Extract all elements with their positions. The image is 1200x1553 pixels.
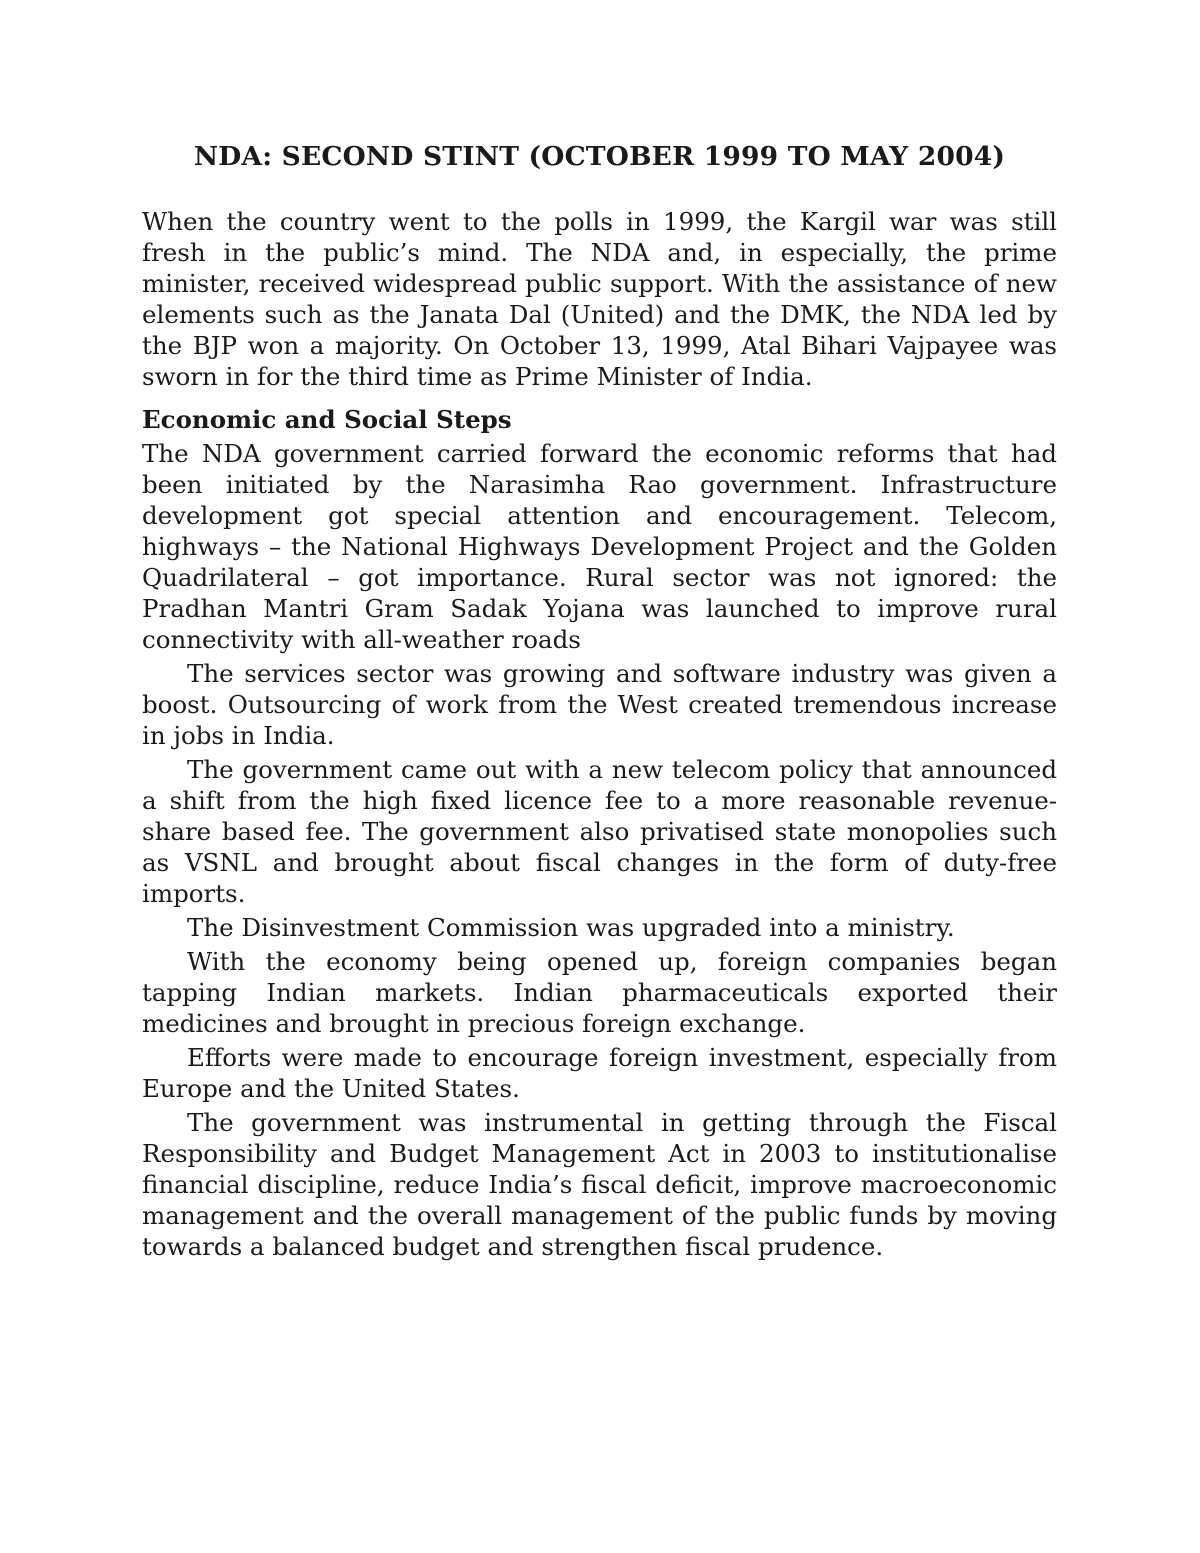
section-heading: Economic and Social Steps — [142, 405, 512, 434]
intro-paragraph: When the country went to the polls in 1999, the Kargil war was still fresh in the public’s mind. The NDA and, in especially, the prime minister, received widespread public support. With the assistance of new elements such as the Janata Dal (United) and the DMK, the NDA led by the BJP won a majority. On October 13, 1999, Atal Bihari Vajpayee was sworn in for the third time as Prime Minister of India. — [142, 207, 1057, 391]
body-paragraph: The services sector was growing and software industry was given a boost. Outsourcing of work from the West created tremendous increase in jobs in India. — [142, 659, 1057, 750]
body-paragraph: Efforts were made to encourage foreign investment, especially from Europe and the United States. — [142, 1043, 1057, 1103]
body-paragraph: With the economy being opened up, foreign companies began tapping Indian markets. Indian pharmaceuticals exported their medicines and brought in precious foreign exchange. — [142, 947, 1057, 1038]
page-title: NDA: SECOND STINT (OCTOBER 1999 TO MAY 2004) — [193, 141, 1006, 172]
body-paragraph: The government was instrumental in getting through the Fiscal Responsibility and Budget Management Act in 2003 to institutionalise financial discipline, reduce India’s fiscal deficit, improve macroeconomic management and the overall management of the public funds by moving towards a balanced budget and strengthen fiscal prudence. — [142, 1108, 1057, 1261]
body-paragraph: The Disinvestment Commission was upgraded into a ministry. — [187, 913, 955, 942]
body-paragraph: The government came out with a new telecom policy that announced a shift from the high fixed licence fee to a more reasonable revenue-share based fee. The government also privatised state monopolies such as VSNL and brought about fiscal changes in the form of duty-free imports. — [142, 755, 1057, 908]
body-paragraph: The NDA government carried forward the economic reforms that had been initiated by the Narasimha Rao government. Infrastructure development got special attention and encouragement. Telecom, highways – the National Highways Development Project and the Golden Quadrilateral – got importance. Rural sector was not ignored: the Pradhan Mantri Gram Sadak Yojana was launched to improve rural connectivity with all-weather roads — [142, 439, 1057, 654]
document-page — [142, 140, 1057, 1262]
